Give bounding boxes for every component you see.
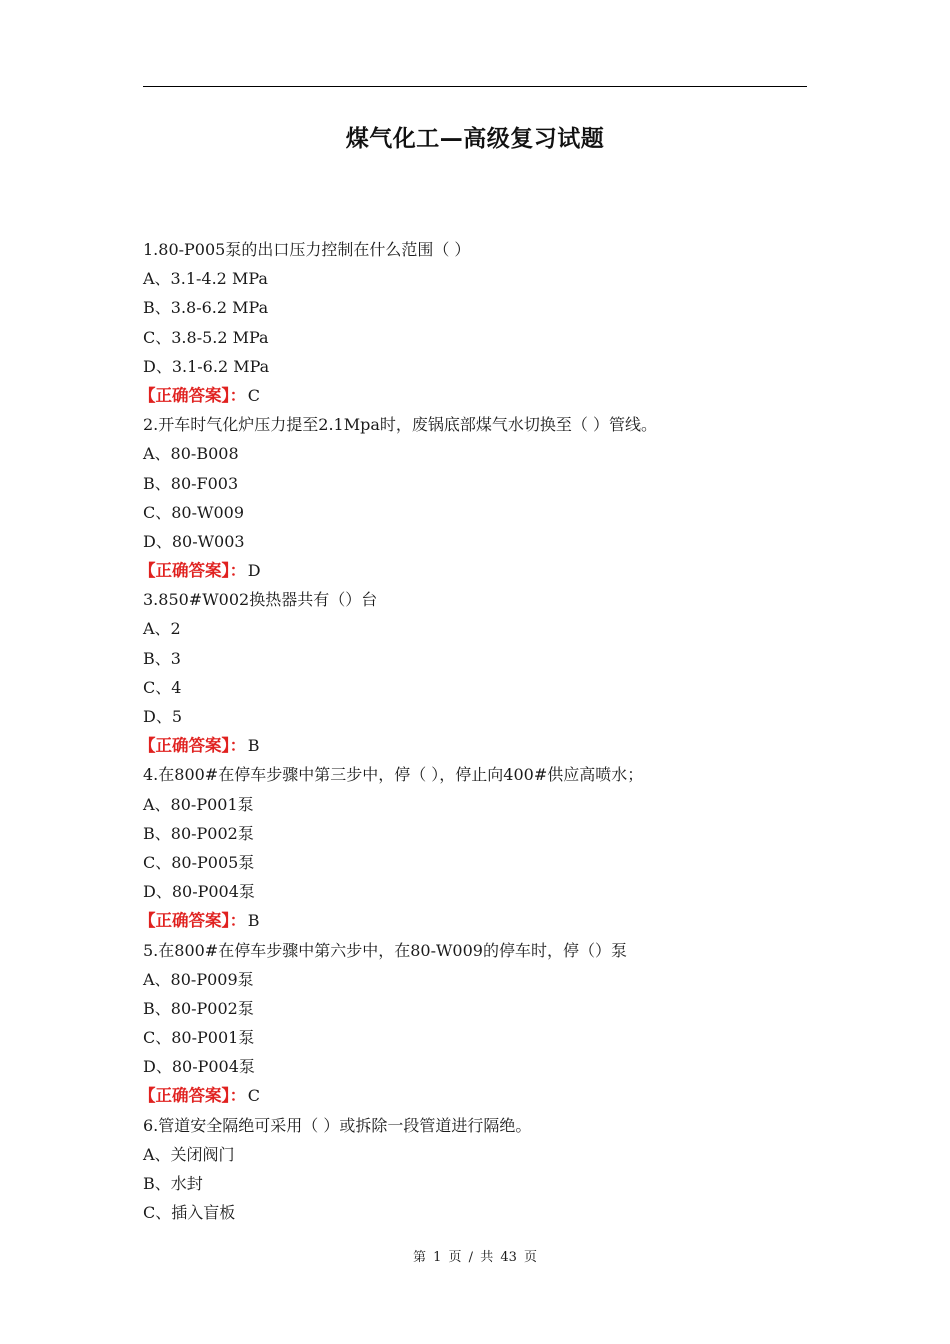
question-stem: 2.开车时气化炉压力提至2.1Mpa时，废锅底部煤气水切换至（ ）管线。 bbox=[143, 415, 657, 435]
answer-label: 【正确答案】 bbox=[139, 1086, 230, 1106]
answer-colon: ： bbox=[229, 385, 246, 405]
answer-colon: ： bbox=[229, 561, 246, 581]
question-4 bbox=[139, 760, 807, 935]
option-a: A、2 bbox=[143, 619, 181, 639]
option-c: C、3.8-5.2 MPa bbox=[143, 327, 269, 347]
option-d: D、3.1-6.2 MPa bbox=[143, 356, 270, 376]
correct-answer bbox=[139, 731, 807, 760]
correct-answer bbox=[139, 381, 807, 410]
answer-value: C bbox=[247, 1086, 261, 1106]
option-c: C、4 bbox=[143, 677, 182, 697]
option-a: A、关闭阀门 bbox=[143, 1144, 235, 1164]
answer-label: 【正确答案】 bbox=[139, 736, 230, 756]
header-rule bbox=[143, 86, 807, 87]
answer-value: B bbox=[247, 911, 260, 931]
question-list bbox=[139, 235, 807, 1227]
question-stem: 3.850#W002换热器共有（）台 bbox=[143, 590, 378, 610]
answer-value: D bbox=[247, 561, 261, 581]
question-1 bbox=[139, 235, 807, 410]
page-unit: 页 bbox=[448, 1250, 462, 1265]
option-d: D、5 bbox=[143, 707, 183, 726]
correct-answer bbox=[139, 906, 807, 935]
option-a: A、3.1-4.2 MPa bbox=[143, 269, 268, 289]
option-c: C、80-P001泵 bbox=[143, 1028, 255, 1048]
question-2 bbox=[139, 410, 807, 585]
answer-value: C bbox=[247, 385, 261, 405]
option-d: D、80-W003 bbox=[143, 531, 245, 551]
question-5 bbox=[139, 936, 807, 1111]
document-title: 煤气化工—高级复习试题 bbox=[345, 126, 605, 152]
answer-colon: ： bbox=[229, 736, 246, 756]
option-b: B、3 bbox=[143, 648, 181, 668]
option-d: D、80-P004泵 bbox=[143, 882, 255, 902]
question-6 bbox=[143, 1111, 807, 1228]
page-separator: / bbox=[468, 1250, 474, 1265]
option-b: B、80-F003 bbox=[143, 473, 239, 493]
option-a: A、80-P001泵 bbox=[143, 794, 254, 814]
page-number: 1 bbox=[433, 1250, 442, 1265]
option-a: A、80-B008 bbox=[143, 444, 239, 464]
answer-value: B bbox=[247, 736, 260, 756]
option-b: B、80-P002泵 bbox=[143, 823, 254, 843]
total-prefix: 共 bbox=[480, 1250, 494, 1265]
correct-answer bbox=[139, 556, 807, 585]
question-stem: 1.80-P005泵的出口压力控制在什么范围（ ） bbox=[143, 240, 471, 259]
question-stem: 5.在800#在停车步骤中第六步中，在80-W009的停车时，停（）泵 bbox=[143, 940, 627, 960]
option-a: A、80-P009泵 bbox=[143, 969, 254, 989]
page-footer bbox=[0, 1246, 950, 1265]
option-c: C、插入盲板 bbox=[143, 1203, 236, 1223]
answer-label: 【正确答案】 bbox=[139, 385, 230, 405]
answer-colon: ： bbox=[229, 1086, 246, 1106]
option-c: C、80-P005泵 bbox=[143, 852, 255, 872]
option-b: B、80-P002泵 bbox=[143, 998, 254, 1018]
question-stem: 4.在800#在停车步骤中第三步中，停（ ），停止向400#供应高喷水； bbox=[143, 765, 644, 785]
question-3 bbox=[139, 585, 807, 760]
total-pages: 43 bbox=[500, 1250, 517, 1265]
total-unit: 页 bbox=[524, 1250, 538, 1265]
question-stem: 6.管道安全隔绝可采用（ ）或拆除一段管道进行隔绝。 bbox=[143, 1115, 532, 1135]
answer-label: 【正确答案】 bbox=[139, 911, 230, 931]
option-c: C、80-W009 bbox=[143, 502, 244, 522]
page-prefix: 第 bbox=[412, 1250, 426, 1265]
answer-colon: ： bbox=[229, 911, 246, 931]
answer-label: 【正确答案】 bbox=[139, 561, 230, 581]
option-b: B、水封 bbox=[143, 1174, 203, 1193]
option-d: D、80-P004泵 bbox=[143, 1057, 255, 1077]
correct-answer bbox=[139, 1081, 807, 1110]
option-b: B、3.8-6.2 MPa bbox=[143, 298, 269, 318]
